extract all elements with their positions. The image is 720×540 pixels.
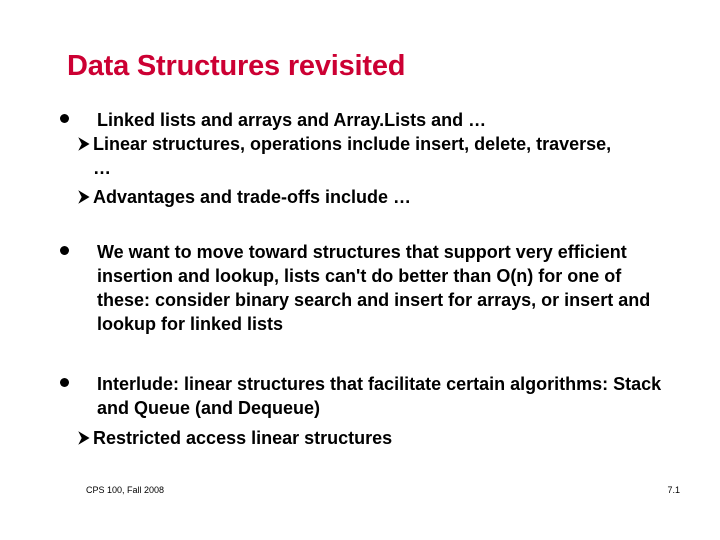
footer-slide-number: 7.1 xyxy=(667,485,680,495)
sub-bullet-text: Linear structures, operations include insert, delete, traverse, … xyxy=(93,134,612,178)
arrowhead-bullet-icon xyxy=(78,190,90,204)
bullet-icon xyxy=(60,378,69,387)
sub-bullet-text: Restricted access linear structures xyxy=(93,428,393,448)
bullet-text: We want to move toward structures that support very efficient insertion and lookup, lists can't do better than O(n) for one of these: consider binary search and insert for arrays, or insert and lookup for linked lists xyxy=(97,242,651,334)
arrowhead-bullet-icon xyxy=(78,137,90,151)
arrowhead-bullet-icon xyxy=(78,431,90,445)
footer-course-label: CPS 100, Fall 2008 xyxy=(86,485,165,495)
bullet-icon xyxy=(60,246,69,255)
bullet-text: Interlude: linear structures that facilitate certain algorithms: Stack and Queue (and Dequeue) xyxy=(97,374,662,418)
bullet-icon xyxy=(60,114,69,123)
bullet-text: Linked lists and arrays and Array.Lists and … xyxy=(97,110,487,130)
slide-title: Data Structures revisited xyxy=(67,50,406,82)
sub-bullet-text: Advantages and trade-offs include … xyxy=(93,187,412,207)
